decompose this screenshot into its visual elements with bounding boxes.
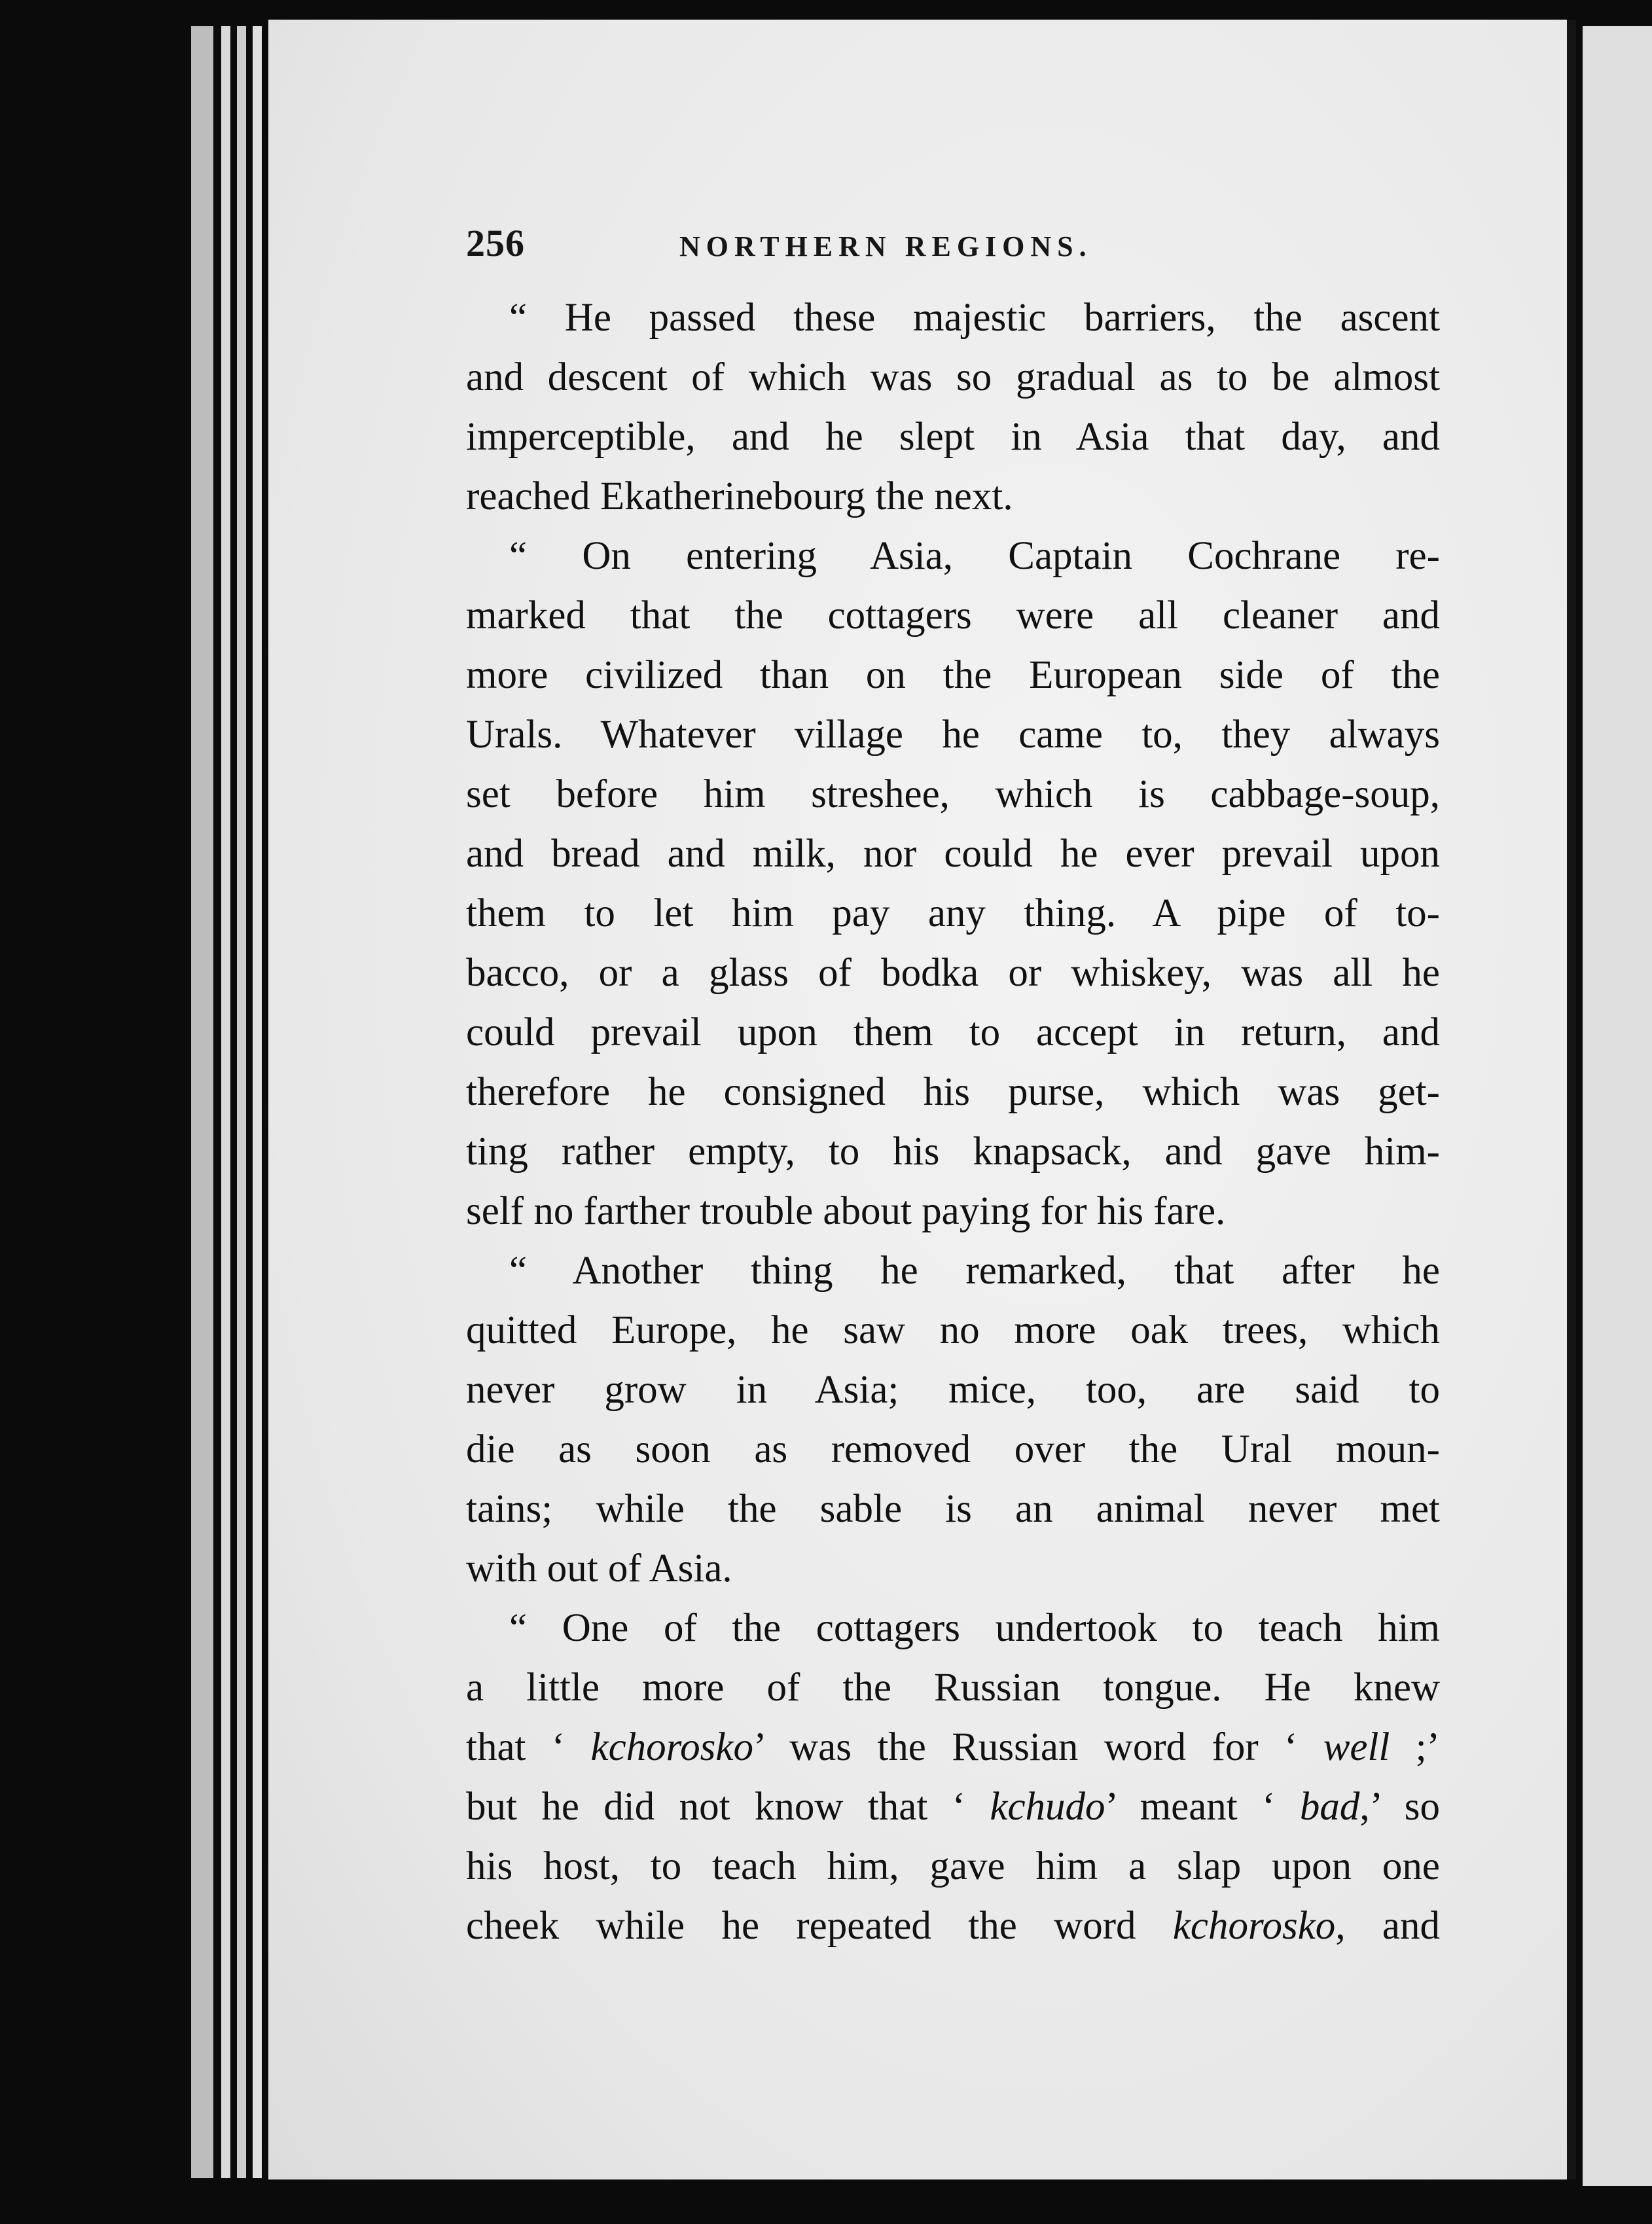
text-line: set before him streshee, which is cabbage-soup, [466,772,1440,816]
text-line: Urals. Whatever village he came to, they always [466,713,1440,757]
text-line: but he did not know that ‘ kchudo’ meant ‘ bad,’ so [466,1785,1440,1829]
text-line: reached Ekatherinebourg the next. [466,475,1013,518]
text-line: quitted Europe, he saw no more oak trees, which [466,1308,1440,1352]
text-line: and descent of which was so gradual as to be almost [466,355,1440,399]
running-head [466,221,1186,274]
paragraph [466,1598,1440,1956]
text-line: imperceptible, and he slept in Asia that day, and [466,415,1440,459]
text-line: with out of Asia. [466,1547,732,1590]
page-number: 256 [466,222,525,264]
text-line: “ One of the cottagers undertook to teach him [509,1606,1440,1650]
text-line: “ Another thing he remarked, that after he [509,1249,1440,1293]
page-edge [191,26,213,2178]
text-line: cheek while he repeated the word kchorosko, and [466,1904,1440,1948]
gutter [1567,20,1576,2179]
text-line: marked that the cottagers were all cleaner and [466,594,1440,637]
text-line: could prevail upon them to accept in return, and [466,1011,1440,1054]
text-line: self no farther trouble about paying for his fare. [466,1189,1226,1233]
body-text [466,288,1440,1956]
text-line: never grow in Asia; mice, too, are said to [466,1368,1440,1412]
running-title: NORTHERN REGIONS. [679,230,1092,262]
text-line: a little more of the Russian tongue. He knew [466,1666,1440,1710]
text-line: bacco, or a glass of bodka or whiskey, was all he [466,951,1440,995]
text-line: die as soon as removed over the Ural moun- [466,1427,1440,1471]
text-line: “ He passed these majestic barriers, the ascent [509,296,1440,340]
page-edge [253,26,262,2178]
facing-page-edge [1583,26,1652,2186]
paragraph [466,526,1440,1241]
page-edge [221,26,230,2178]
paragraph [466,288,1440,526]
text-line: therefore he consigned his purse, which was get- [466,1070,1440,1114]
text-line: tains; while the sable is an animal never met [466,1487,1440,1531]
text-line: more civilized than on the European side of the [466,653,1440,697]
text-line: and bread and milk, nor could he ever prevail upon [466,832,1440,876]
page-edge [237,26,246,2178]
text-line: them to let him pay any thing. A pipe of to- [466,891,1440,935]
text-line: his host, to teach him, gave him a slap upon one [466,1844,1440,1888]
text-line: “ On entering Asia, Captain Cochrane re- [509,534,1440,578]
text-line: that ‘ kchorosko’ was the Russian word for ‘ well ;’ [466,1725,1440,1769]
text-line: ting rather empty, to his knapsack, and gave him- [466,1130,1440,1174]
paragraph [466,1241,1440,1598]
